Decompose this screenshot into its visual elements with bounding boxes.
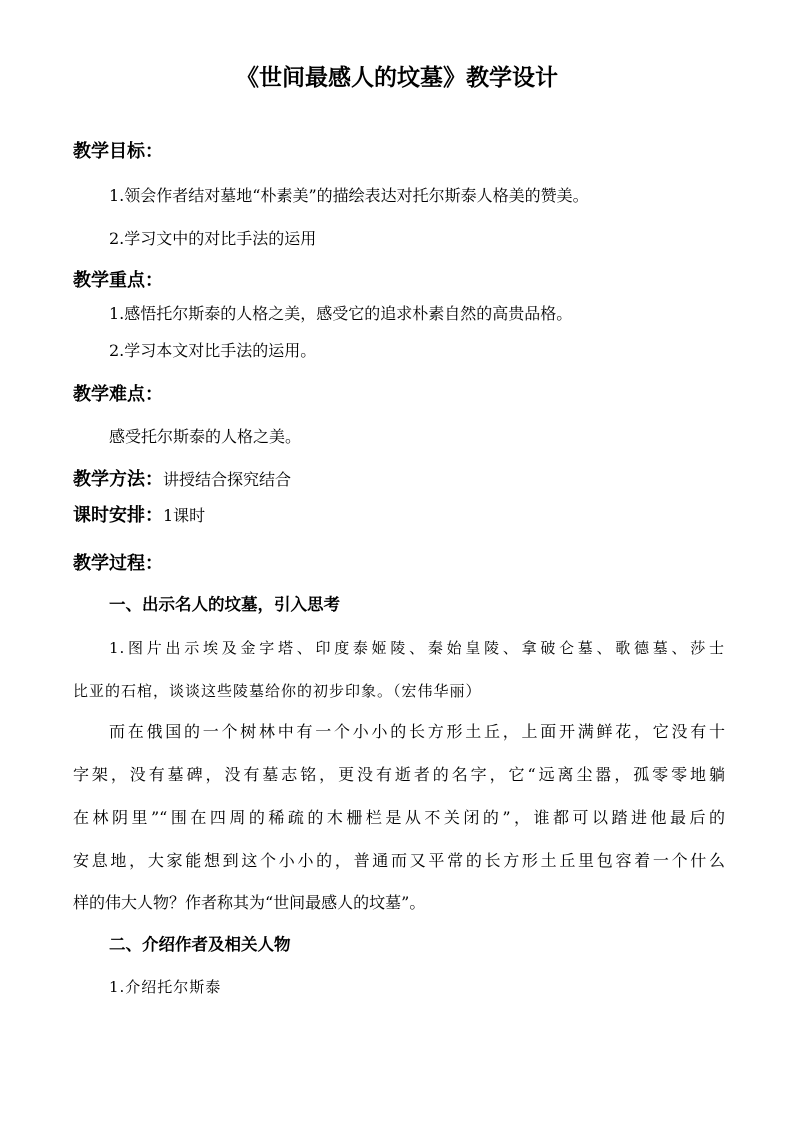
objective-item-1: 1.领会作者结对墓地“朴素美”的描绘表达对托尔斯泰人格美的赞美。 — [109, 186, 589, 205]
section1-para-line4: 安息地，大家能想到这个小小的，普通而又平常的长方形土丘里包容着一个什么 — [73, 851, 725, 870]
section1-para-line2: 字架，没有墓碑，没有墓志铭，更没有逝者的名字，它“远离尘嚣，孤零零地躺 — [73, 765, 725, 784]
schedule-heading: 课时安排： — [73, 505, 163, 526]
section2-item1: 1.介绍托尔斯泰 — [109, 978, 222, 996]
section1-para-line3: 在林阴里”“围在四周的稀疏的木栅栏是从不关闭的”，谁都可以踏进他最后的 — [73, 808, 725, 827]
method-row — [73, 471, 291, 489]
schedule-value: 1课时 — [163, 506, 206, 525]
section2-title: 二、介绍作者及相关人物 — [109, 935, 291, 954]
objectives-heading: 教学目标： — [73, 141, 163, 162]
difficulty-heading: 教学难点： — [73, 384, 163, 405]
section1-para-line1: 而在俄国的一个树林中有一个小小的长方形土丘，上面开满鲜花，它没有十 — [109, 722, 725, 741]
objective-item-2: 2.学习文中的对比手法的运用 — [109, 229, 317, 248]
method-heading: 教学方法： — [73, 469, 163, 490]
difficulty-text: 感受托尔斯泰的人格之美。 — [109, 427, 302, 446]
section1-item1-line2: 比亚的石棺，谈谈这些陵墓给你的初步印象。（宏伟华丽） — [73, 682, 482, 700]
section1-item1-line1: 1.图片出示埃及金字塔、印度泰姬陵、秦始皇陵、拿破仑墓、歌德墓、莎士 — [109, 639, 725, 657]
section1-title: 一、出示名人的坟墓，引入思考 — [109, 595, 340, 614]
section1-para-line5: 样的伟大人物？作者称其为“世间最感人的坟墓”。 — [73, 893, 426, 912]
schedule-row — [73, 507, 205, 525]
keypoint-item-1: 1.感悟托尔斯泰的人格之美，感受它的追求朴素自然的高贵品格。 — [109, 304, 573, 323]
keypoint-item-2: 2.学习本文对比手法的运用。 — [109, 341, 317, 360]
document-title: 《世间最感人的坟墓》教学设计 — [236, 65, 558, 91]
process-heading: 教学过程： — [73, 553, 163, 574]
method-value: 讲授结合探究结合 — [163, 470, 292, 489]
keypoints-heading: 教学重点： — [73, 270, 163, 291]
